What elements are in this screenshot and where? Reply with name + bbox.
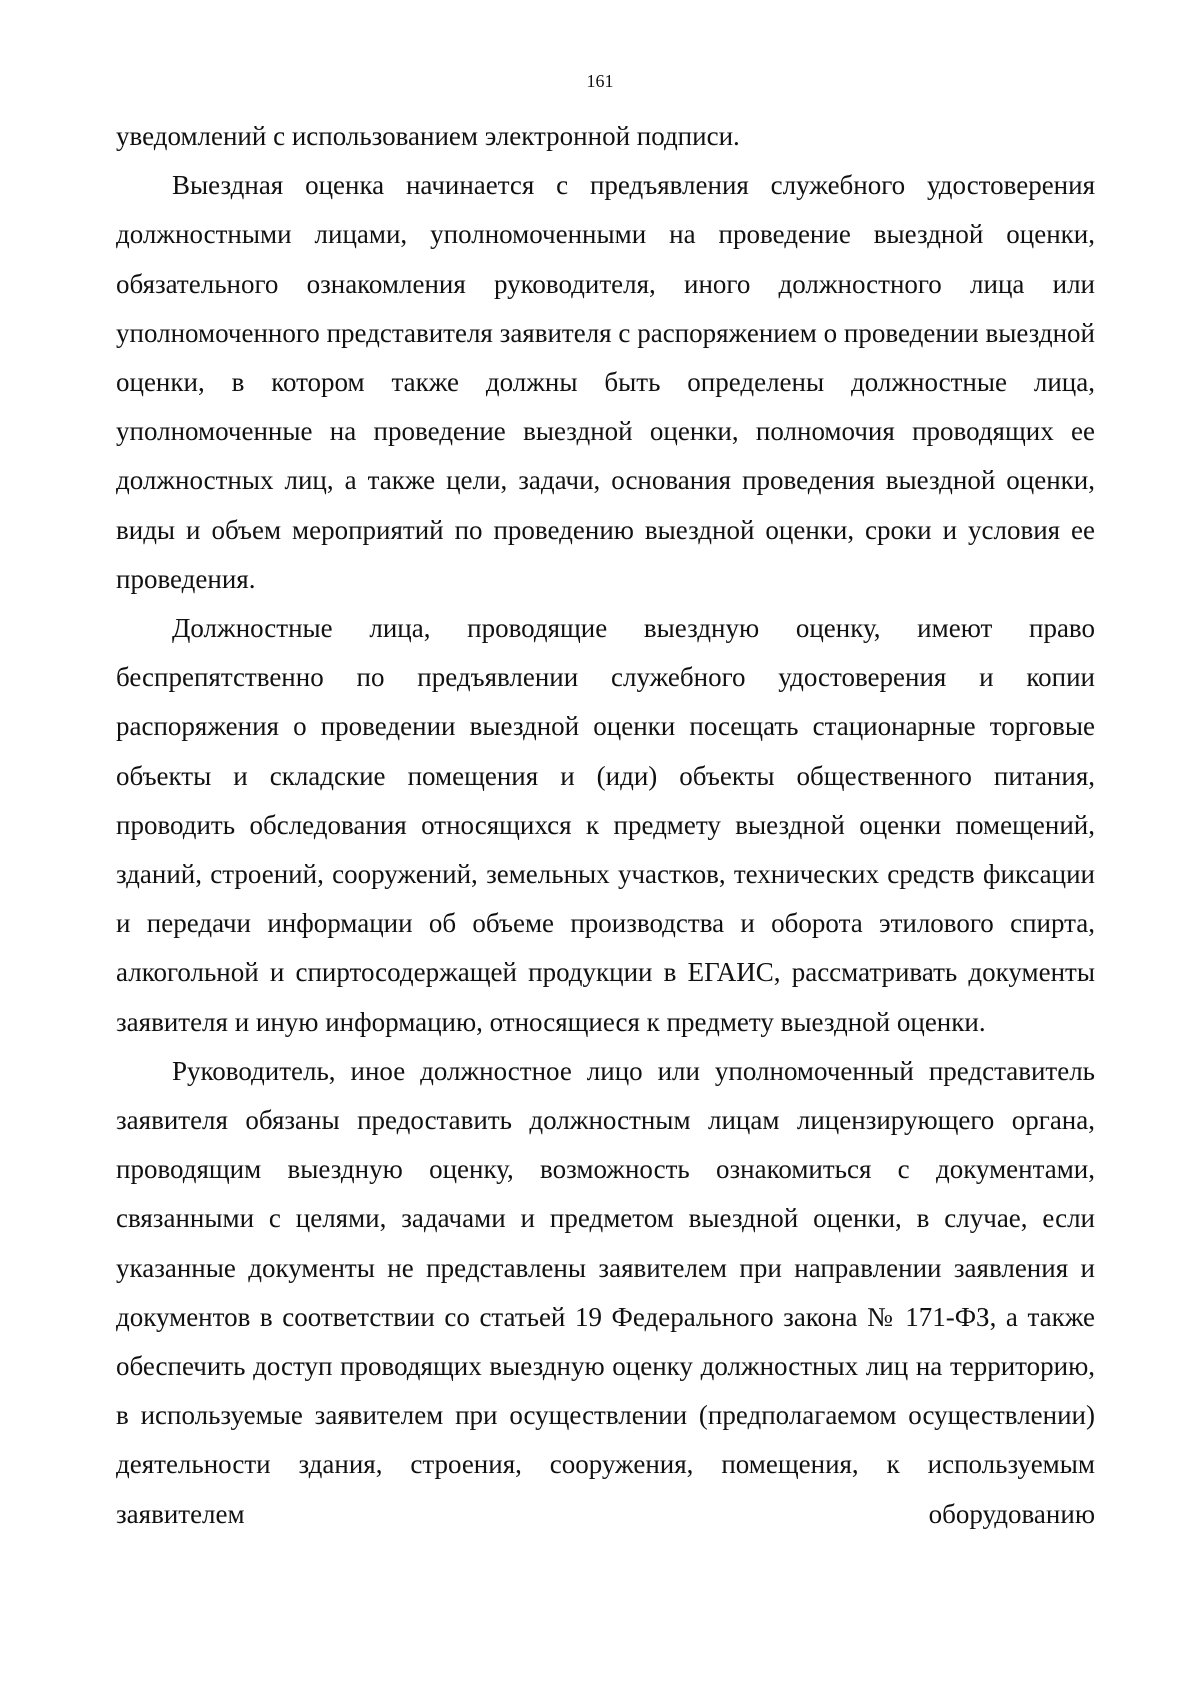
paragraph-continuation: уведомлений с использованием электронной подписи. [116, 121, 740, 151]
paragraph-applicant-obligations: Руководитель, иное должностное лицо или уполномоченный представитель заявителя обязаны предоставить должностным лицам лицензирующего органа, проводящим выездную оценку, возможность ознакомиться с документами, связанными с целями, задачами и предметом выездной оценки, в случае, если указанные документы не представлены заявителем при направлении заявления и документов в соответствии со статьей 19 Федерального закона № 171-ФЗ, а также обеспечить доступ проводящих выездную оценку должностных лиц на территорию, в используемые заявителем при осуществлении (предполагаемом осуществлении) деятельности здания, строения, сооружения, помещения, к используемым заявителем оборудованию [116, 1055, 1095, 1529]
paragraph-officials-rights: Должностные лица, проводящие выездную оценку, имеют право беспрепятственно по предъявлении служебного удостоверения и копии распоряжения о проведении выездной оценки посещать стационарные торговые объекты и складские помещения и (иди) объекты общественного питания, проводить обследования относящихся к предмету выездной оценки помещений, зданий, строений, сооружений, земельных участков, технических средств фиксации и передачи информации об объеме производства и оборота этилового спирта, алкогольной и спиртосодержащей продукции в ЕГАИС, рассматривать документы заявителя и иную информацию, относящиеся к предмету выездной оценки. [116, 613, 1095, 1037]
body-text [116, 112, 1095, 1539]
page-number: 161 [586, 71, 614, 91]
paragraph-field-assessment-start: Выездная оценка начинается с предъявления служебного удостоверения должностными лицами, уполномоченными на проведение выездной оценки, обязательного ознакомления руководителя, иного должностного лица или уполномоченного представителя заявителя с распоряжением о проведении выездной оценки, в котором также должны быть определены должностные лица, уполномоченные на проведение выездной оценки, полномочия проводящих ее должностных лиц, а также цели, задачи, основания проведения выездной оценки, виды и объем мероприятий по проведению выездной оценки, сроки и условия ее проведения. [116, 170, 1095, 594]
